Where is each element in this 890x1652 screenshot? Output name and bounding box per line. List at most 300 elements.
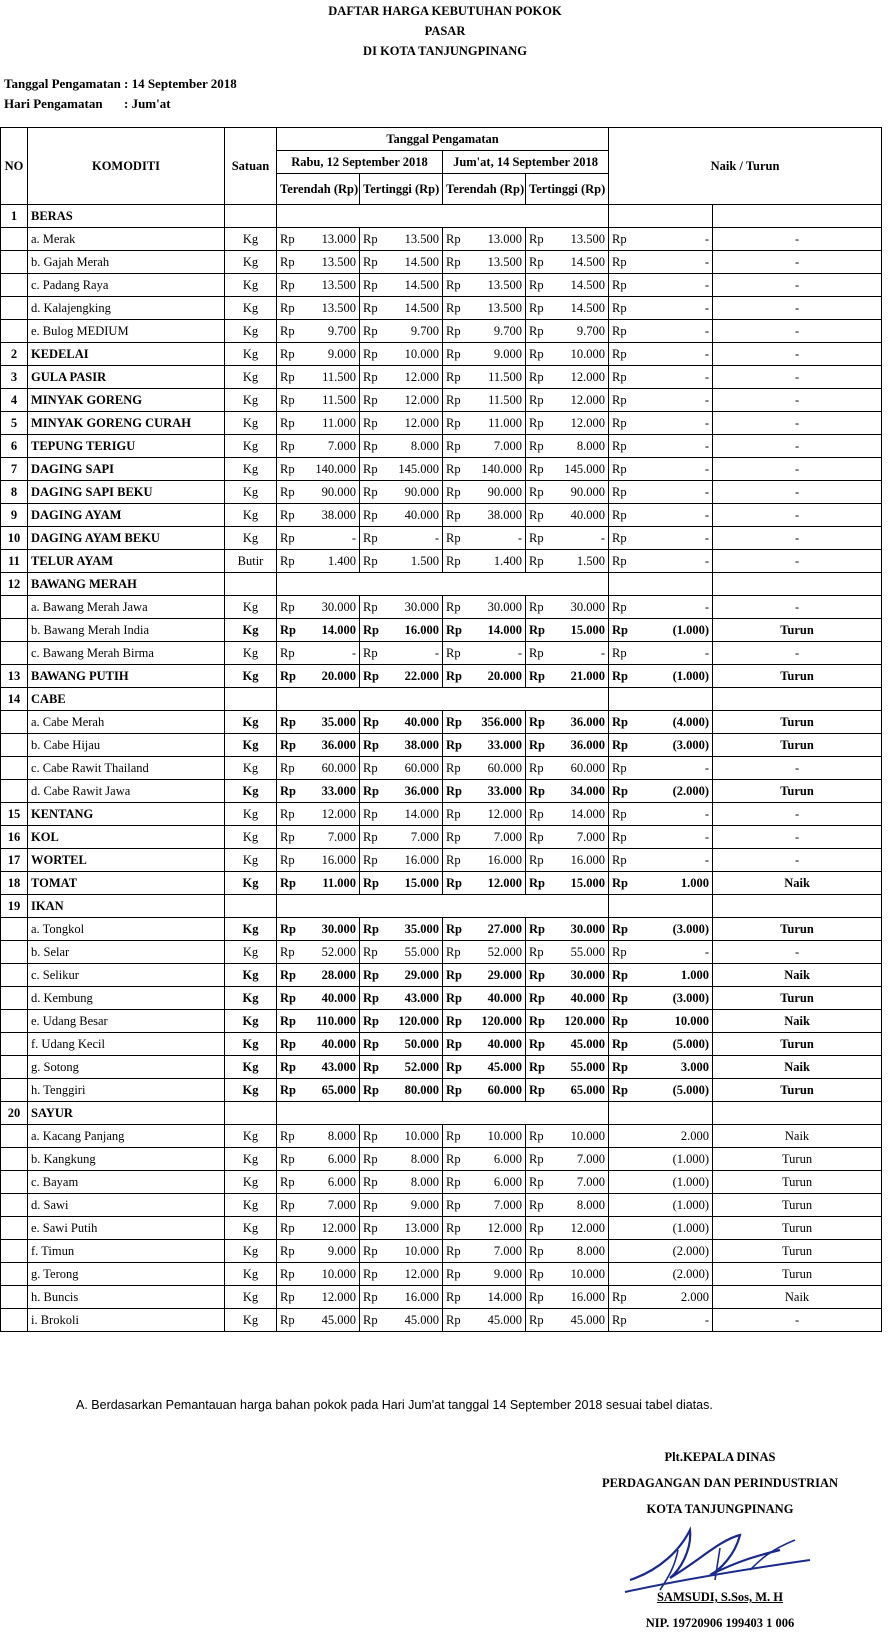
price-value: 7.000: [466, 826, 526, 849]
price-value: 12.000: [549, 412, 609, 435]
change-cell: [609, 757, 713, 780]
unit-cell: Kg: [225, 320, 277, 343]
currency-label: Rp: [360, 389, 383, 412]
table-row: [1, 320, 882, 343]
currency-label: Rp: [526, 389, 549, 412]
change-cell: [609, 1263, 713, 1286]
price-value: 16.000: [383, 1286, 443, 1309]
change-amount: -: [704, 945, 710, 959]
change-cell: [609, 1309, 713, 1332]
row-number: 17: [1, 849, 28, 872]
price-value: 38.000: [300, 504, 360, 527]
change-direction: Naik: [713, 1010, 882, 1033]
currency-label: Rp: [360, 366, 383, 389]
change-currency: Rp: [612, 600, 627, 614]
currency-label: Rp: [443, 1263, 466, 1286]
currency-label: Rp: [360, 734, 383, 757]
change-direction: Turun: [713, 711, 882, 734]
table-row: [1, 803, 882, 826]
row-number: 6: [1, 435, 28, 458]
currency-label: Rp: [360, 1217, 383, 1240]
change-currency: Rp: [612, 416, 627, 430]
price-value: 110.000: [300, 1010, 360, 1033]
table-row: [1, 1240, 882, 1263]
price-value: 120.000: [383, 1010, 443, 1033]
table-row: [1, 757, 882, 780]
price-value: 14.500: [549, 251, 609, 274]
currency-label: Rp: [526, 596, 549, 619]
change-amount: -: [704, 853, 710, 867]
currency-label: Rp: [277, 642, 300, 665]
row-number: [1, 619, 28, 642]
price-value: 7.000: [300, 1194, 360, 1217]
change-amount: (2.000): [672, 1244, 710, 1258]
header-high-2: Tertinggi (Rp): [526, 174, 609, 205]
currency-label: Rp: [526, 1033, 549, 1056]
change-cell: [609, 734, 713, 757]
currency-label: Rp: [277, 412, 300, 435]
change-direction: Turun: [713, 780, 882, 803]
empty-cell: [609, 688, 713, 711]
currency-label: Rp: [526, 320, 549, 343]
empty-cell: [609, 1102, 713, 1125]
currency-label: Rp: [360, 435, 383, 458]
currency-label: Rp: [526, 481, 549, 504]
row-number: 12: [1, 573, 28, 596]
currency-label: Rp: [360, 504, 383, 527]
currency-label: Rp: [360, 619, 383, 642]
change-currency: Rp: [612, 784, 629, 798]
change-cell: [609, 274, 713, 297]
price-value: 10.000: [300, 1263, 360, 1286]
currency-label: Rp: [443, 251, 466, 274]
currency-label: Rp: [360, 527, 383, 550]
change-amount: (1.000): [672, 1152, 710, 1166]
unit-cell: Kg: [225, 872, 277, 895]
change-cell: [609, 1079, 713, 1102]
change-currency: Rp: [612, 945, 627, 959]
currency-label: Rp: [277, 1194, 300, 1217]
price-value: 12.000: [549, 1217, 609, 1240]
price-value: 8.000: [300, 1125, 360, 1148]
price-value: -: [300, 642, 360, 665]
currency-label: Rp: [526, 964, 549, 987]
price-value: 60.000: [466, 1079, 526, 1102]
table-row: [1, 1194, 882, 1217]
change-cell: [609, 872, 713, 895]
unit-cell: Kg: [225, 665, 277, 688]
currency-label: Rp: [277, 1010, 300, 1033]
currency-label: Rp: [526, 1125, 549, 1148]
change-cell: [609, 987, 713, 1010]
row-number: [1, 1010, 28, 1033]
unit-cell: Kg: [225, 1056, 277, 1079]
price-value: 40.000: [383, 504, 443, 527]
currency-label: Rp: [277, 918, 300, 941]
change-currency: Rp: [612, 554, 627, 568]
empty-cell: [225, 688, 277, 711]
currency-label: Rp: [360, 458, 383, 481]
change-currency: Rp: [612, 761, 627, 775]
change-amount: 3.000: [680, 1060, 710, 1074]
change-cell: [609, 619, 713, 642]
price-value: -: [383, 642, 443, 665]
change-direction: -: [713, 1309, 882, 1332]
change-cell: [609, 389, 713, 412]
change-amount: -: [704, 347, 710, 361]
price-value: 1.500: [383, 550, 443, 573]
change-cell: [609, 412, 713, 435]
unit-cell: Kg: [225, 481, 277, 504]
currency-label: Rp: [443, 1171, 466, 1194]
price-value: 40.000: [300, 987, 360, 1010]
price-value: 65.000: [549, 1079, 609, 1102]
commodity-name: e. Sawi Putih: [28, 1217, 225, 1240]
table-row: [1, 550, 882, 573]
change-amount: 2.000: [680, 1290, 710, 1304]
change-cell: [609, 642, 713, 665]
row-number: [1, 1056, 28, 1079]
currency-label: Rp: [360, 343, 383, 366]
table-row: [1, 849, 882, 872]
change-direction: Turun: [713, 1263, 882, 1286]
change-amount: 1.000: [680, 968, 710, 982]
change-currency: Rp: [612, 370, 627, 384]
change-amount: -: [704, 531, 710, 545]
row-number: [1, 1033, 28, 1056]
change-cell: [609, 826, 713, 849]
change-direction: -: [713, 941, 882, 964]
change-currency: Rp: [612, 715, 629, 729]
change-cell: [609, 366, 713, 389]
currency-label: Rp: [526, 412, 549, 435]
change-currency: Rp: [612, 830, 627, 844]
commodity-group-name: BAWANG MERAH: [28, 573, 225, 596]
price-value: 16.000: [549, 1286, 609, 1309]
currency-label: Rp: [277, 228, 300, 251]
price-value: 13.500: [300, 274, 360, 297]
change-direction: -: [713, 435, 882, 458]
commodity-name: d. Kembung: [28, 987, 225, 1010]
commodity-name: c. Bayam: [28, 1171, 225, 1194]
commodity-name: b. Bawang Merah India: [28, 619, 225, 642]
empty-cell: [225, 895, 277, 918]
change-amount: -: [704, 485, 710, 499]
currency-label: Rp: [360, 297, 383, 320]
currency-label: Rp: [277, 1286, 300, 1309]
change-currency: Rp: [612, 853, 627, 867]
change-cell: [609, 665, 713, 688]
price-value: 9.000: [383, 1194, 443, 1217]
commodity-group-name: CABE: [28, 688, 225, 711]
table-row: [1, 941, 882, 964]
unit-cell: Butir: [225, 550, 277, 573]
change-amount: -: [704, 301, 710, 315]
commodity-name: MINYAK GORENG: [28, 389, 225, 412]
change-amount: (5.000): [672, 1037, 710, 1051]
currency-label: Rp: [360, 918, 383, 941]
commodity-name: c. Padang Raya: [28, 274, 225, 297]
row-number: [1, 1125, 28, 1148]
currency-label: Rp: [360, 1286, 383, 1309]
empty-cell: [713, 688, 882, 711]
row-number: [1, 711, 28, 734]
commodity-name: TOMAT: [28, 872, 225, 895]
change-direction: -: [713, 251, 882, 274]
row-number: [1, 1148, 28, 1171]
price-value: 40.000: [383, 711, 443, 734]
row-number: [1, 1079, 28, 1102]
price-value: 7.000: [549, 1148, 609, 1171]
observation-day: [4, 96, 171, 112]
currency-label: Rp: [443, 228, 466, 251]
change-cell: [609, 458, 713, 481]
price-value: 12.000: [549, 366, 609, 389]
currency-label: Rp: [443, 435, 466, 458]
price-value: 140.000: [300, 458, 360, 481]
currency-label: Rp: [360, 596, 383, 619]
change-direction: Turun: [713, 1217, 882, 1240]
change-direction: Turun: [713, 1033, 882, 1056]
price-value: 7.000: [466, 1240, 526, 1263]
unit-cell: Kg: [225, 1309, 277, 1332]
change-cell: [609, 297, 713, 320]
currency-label: Rp: [360, 803, 383, 826]
row-number: [1, 1286, 28, 1309]
unit-cell: Kg: [225, 274, 277, 297]
commodity-name: g. Sotong: [28, 1056, 225, 1079]
currency-label: Rp: [277, 1148, 300, 1171]
currency-label: Rp: [443, 343, 466, 366]
unit-cell: Kg: [225, 849, 277, 872]
change-amount: -: [704, 761, 710, 775]
change-cell: [609, 435, 713, 458]
table-row: [1, 297, 882, 320]
price-value: 6.000: [300, 1148, 360, 1171]
currency-label: Rp: [360, 481, 383, 504]
unit-cell: Kg: [225, 251, 277, 274]
table-row: [1, 274, 882, 297]
unit-cell: Kg: [225, 1240, 277, 1263]
currency-label: Rp: [277, 297, 300, 320]
table-row: [1, 1125, 882, 1148]
change-cell: [609, 849, 713, 872]
currency-label: Rp: [360, 711, 383, 734]
row-number: [1, 918, 28, 941]
price-table: [0, 127, 882, 1332]
commodity-group-name: SAYUR: [28, 1102, 225, 1125]
price-value: 28.000: [300, 964, 360, 987]
currency-label: Rp: [526, 803, 549, 826]
currency-label: Rp: [526, 527, 549, 550]
table-row: [1, 504, 882, 527]
currency-label: Rp: [526, 228, 549, 251]
doc-title-line1: DAFTAR HARGA KEBUTUHAN POKOK: [328, 4, 562, 18]
change-amount: -: [704, 232, 710, 246]
price-value: 36.000: [383, 780, 443, 803]
change-amount: -: [704, 324, 710, 338]
price-value: 11.000: [300, 872, 360, 895]
signature-title-2: PERDAGANGAN DAN PERINDUSTRIAN: [601, 1476, 839, 1490]
row-number: 4: [1, 389, 28, 412]
header-change: Naik / Turun: [609, 128, 882, 205]
currency-label: Rp: [526, 251, 549, 274]
header-low-1: Terendah (Rp): [277, 174, 360, 205]
price-value: 120.000: [549, 1010, 609, 1033]
change-amount: (3.000): [672, 922, 710, 936]
currency-label: Rp: [277, 780, 300, 803]
change-cell: [609, 251, 713, 274]
currency-label: Rp: [277, 803, 300, 826]
change-direction: Turun: [713, 918, 882, 941]
change-direction: -: [713, 228, 882, 251]
unit-cell: Kg: [225, 780, 277, 803]
table-row: [1, 895, 882, 918]
table-row: [1, 642, 882, 665]
currency-label: Rp: [526, 458, 549, 481]
price-value: 16.000: [466, 849, 526, 872]
table-row: [1, 918, 882, 941]
change-cell: [609, 803, 713, 826]
row-number: [1, 274, 28, 297]
commodity-name: f. Udang Kecil: [28, 1033, 225, 1056]
price-value: 50.000: [383, 1033, 443, 1056]
price-value: 52.000: [383, 1056, 443, 1079]
price-value: 7.000: [383, 826, 443, 849]
currency-label: Rp: [443, 872, 466, 895]
change-currency: Rp: [612, 393, 627, 407]
currency-label: Rp: [443, 527, 466, 550]
unit-cell: Kg: [225, 343, 277, 366]
price-value: 13.000: [466, 228, 526, 251]
price-value: 22.000: [383, 665, 443, 688]
price-value: 9.000: [300, 343, 360, 366]
table-row: [1, 711, 882, 734]
price-value: 21.000: [549, 665, 609, 688]
price-value: 13.500: [466, 251, 526, 274]
price-value: 12.000: [466, 872, 526, 895]
change-currency: Rp: [612, 1083, 629, 1097]
row-number: 3: [1, 366, 28, 389]
commodity-name: d. Sawi: [28, 1194, 225, 1217]
price-value: 120.000: [466, 1010, 526, 1033]
unit-cell: Kg: [225, 527, 277, 550]
date-value: : 14 September 2018: [124, 76, 237, 91]
row-number: 15: [1, 803, 28, 826]
unit-cell: Kg: [225, 1194, 277, 1217]
unit-cell: Kg: [225, 1148, 277, 1171]
change-direction: Turun: [713, 1194, 882, 1217]
header-tanggal: Tanggal Pengamatan: [277, 128, 609, 151]
row-number: [1, 941, 28, 964]
commodity-name: MINYAK GORENG CURAH: [28, 412, 225, 435]
commodity-name: DAGING SAPI: [28, 458, 225, 481]
change-currency: Rp: [612, 669, 629, 683]
price-value: -: [466, 527, 526, 550]
row-number: 1: [1, 205, 28, 228]
currency-label: Rp: [360, 251, 383, 274]
currency-label: Rp: [360, 1171, 383, 1194]
currency-label: Rp: [443, 1286, 466, 1309]
unit-cell: Kg: [225, 1263, 277, 1286]
commodity-name: c. Selikur: [28, 964, 225, 987]
currency-label: Rp: [277, 550, 300, 573]
change-direction: Turun: [713, 1148, 882, 1171]
unit-cell: Kg: [225, 826, 277, 849]
price-value: 27.000: [466, 918, 526, 941]
price-value: 11.500: [300, 389, 360, 412]
change-amount: 10.000: [674, 1014, 710, 1028]
commodity-name: g. Terong: [28, 1263, 225, 1286]
table-row: [1, 412, 882, 435]
table-row: [1, 458, 882, 481]
change-amount: (3.000): [672, 991, 710, 1005]
currency-label: Rp: [277, 1056, 300, 1079]
change-currency: Rp: [612, 347, 627, 361]
table-row: [1, 573, 882, 596]
price-value: 10.000: [383, 1240, 443, 1263]
currency-label: Rp: [443, 1056, 466, 1079]
change-currency: Rp: [612, 991, 629, 1005]
price-value: 90.000: [549, 481, 609, 504]
change-amount: -: [704, 600, 710, 614]
price-value: 8.000: [383, 1148, 443, 1171]
currency-label: Rp: [277, 1263, 300, 1286]
price-value: 13.500: [549, 228, 609, 251]
change-currency: Rp: [612, 922, 629, 936]
currency-label: Rp: [277, 1033, 300, 1056]
change-amount: -: [704, 646, 710, 660]
change-amount: (1.000): [672, 623, 710, 637]
change-direction: -: [713, 527, 882, 550]
change-cell: [609, 1286, 713, 1309]
currency-label: Rp: [277, 665, 300, 688]
price-value: 356.000: [466, 711, 526, 734]
row-number: [1, 1217, 28, 1240]
commodity-name: a. Kacang Panjang: [28, 1125, 225, 1148]
row-number: 13: [1, 665, 28, 688]
price-value: 14.000: [466, 619, 526, 642]
price-value: 13.500: [300, 251, 360, 274]
currency-label: Rp: [277, 527, 300, 550]
empty-cell: [277, 1102, 609, 1125]
change-direction: -: [713, 550, 882, 573]
price-value: 90.000: [300, 481, 360, 504]
change-currency: Rp: [612, 439, 627, 453]
price-value: 60.000: [383, 757, 443, 780]
change-amount: -: [704, 807, 710, 821]
unit-cell: Kg: [225, 918, 277, 941]
day-value: : Jum'at: [124, 96, 171, 111]
price-value: 13.500: [466, 274, 526, 297]
currency-label: Rp: [277, 757, 300, 780]
change-direction: Turun: [713, 1171, 882, 1194]
price-value: 145.000: [383, 458, 443, 481]
price-value: 45.000: [549, 1309, 609, 1332]
price-value: 9.700: [549, 320, 609, 343]
price-value: 6.000: [466, 1148, 526, 1171]
change-amount: -: [704, 830, 710, 844]
price-value: 11.000: [466, 412, 526, 435]
currency-label: Rp: [443, 274, 466, 297]
price-value: -: [549, 527, 609, 550]
price-value: 45.000: [466, 1309, 526, 1332]
unit-cell: Kg: [225, 596, 277, 619]
change-currency: Rp: [612, 623, 629, 637]
price-value: 14.000: [549, 803, 609, 826]
currency-label: Rp: [360, 1056, 383, 1079]
price-value: 52.000: [466, 941, 526, 964]
